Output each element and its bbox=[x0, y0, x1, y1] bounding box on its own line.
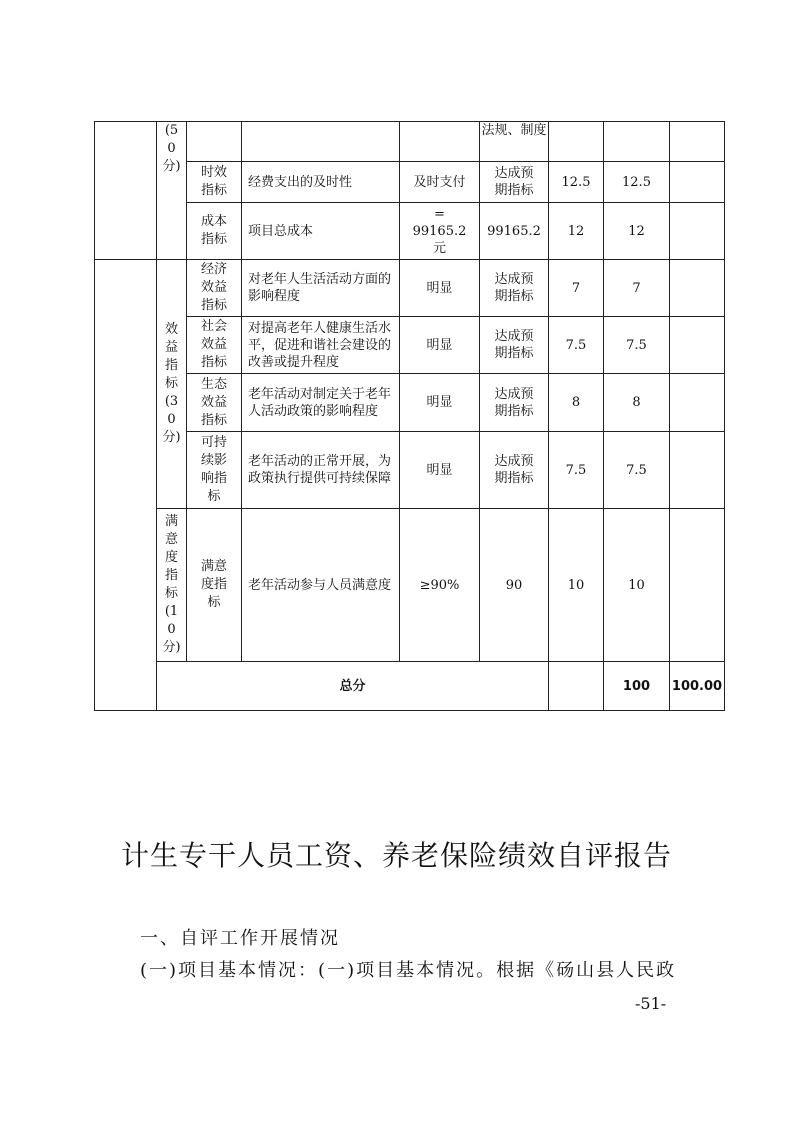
score-cell: 7.5 bbox=[604, 432, 670, 509]
level3-cell: 经费支出的及时性 bbox=[242, 162, 400, 203]
level3-cell: 项目总成本 bbox=[242, 203, 400, 260]
score-cell: 12 bbox=[604, 203, 670, 260]
level3-cell: 老年活动对制定关于老年人活动政策的影响程度 bbox=[242, 374, 400, 432]
level3-cell bbox=[242, 122, 400, 162]
total-label: 总分 bbox=[157, 662, 549, 711]
performance-table bbox=[94, 121, 725, 711]
weight-cell: 8 bbox=[549, 374, 604, 432]
level2-cell: 成本 指标 bbox=[187, 203, 242, 260]
level3-cell: 对提高老年人健康生活水平，促进和谐社会建设的改善或提升程度 bbox=[242, 317, 400, 374]
total-row bbox=[95, 662, 725, 711]
page-number: -51- bbox=[635, 994, 667, 1013]
weight-cell: 7.5 bbox=[549, 432, 604, 509]
score-cell: 10 bbox=[604, 509, 670, 662]
actual-cell: 达成预 期指标 bbox=[480, 432, 549, 509]
table-row bbox=[95, 509, 725, 662]
actual-cell bbox=[549, 662, 604, 711]
level2-cell: 生态 效益 指标 bbox=[187, 374, 242, 432]
level2-cell: 可持 续影 响指 标 bbox=[187, 432, 242, 509]
actual-cell: 达成预 期指标 bbox=[480, 317, 549, 374]
remark-cell bbox=[670, 432, 725, 509]
score-cell: 12.5 bbox=[604, 162, 670, 203]
weight-cell: 10 bbox=[549, 509, 604, 662]
body-paragraph: (一)项目基本情况：(一)项目基本情况。根据《砀山县人民政 bbox=[140, 960, 677, 981]
target-cell: = 99165.2 元 bbox=[400, 203, 480, 260]
target-cell: 明显 bbox=[400, 260, 480, 317]
report-title: 计生专干人员工资、养老保险绩效自评报告 bbox=[120, 839, 672, 872]
section-heading: 一、自评工作开展情况 bbox=[140, 928, 340, 949]
target-cell: 明显 bbox=[400, 432, 480, 509]
level1-benefit-cell: 效 益 指 标(3 0 分) bbox=[157, 260, 187, 509]
table-row bbox=[95, 374, 725, 432]
target-cell: 明显 bbox=[400, 374, 480, 432]
score-cell: 7.5 bbox=[604, 317, 670, 374]
remark-cell bbox=[670, 374, 725, 432]
level2-cell: 经济 效益 指标 bbox=[187, 260, 242, 317]
level1-cell bbox=[95, 260, 157, 711]
level3-cell: 对老年人生活活动方面的影响程度 bbox=[242, 260, 400, 317]
actual-cell: 90 bbox=[480, 509, 549, 662]
actual-cell: 99165.2 bbox=[480, 203, 549, 260]
table-row bbox=[95, 260, 725, 317]
remark-cell bbox=[670, 317, 725, 374]
table-row bbox=[95, 317, 725, 374]
remark-cell bbox=[670, 260, 725, 317]
score-cell bbox=[604, 122, 670, 162]
weight-cell bbox=[549, 122, 604, 162]
level3-cell: 老年活动的正常开展，为政策执行提供可持续保障 bbox=[242, 432, 400, 509]
table-row bbox=[95, 122, 725, 162]
target-cell: ≥90% bbox=[400, 509, 480, 662]
table-row bbox=[95, 162, 725, 203]
score-cell: 8 bbox=[604, 374, 670, 432]
target-cell: 及时支付 bbox=[400, 162, 480, 203]
total-weight: 100 bbox=[604, 662, 670, 711]
remark-cell bbox=[670, 122, 725, 162]
level2-cell: 社会 效益 指标 bbox=[187, 317, 242, 374]
level2-cell: 满意 度指 标 bbox=[187, 509, 242, 662]
total-score: 100.00 bbox=[670, 662, 725, 711]
level1-satisfaction-cell: 满 意 度 指 标(1 0 分) bbox=[157, 509, 187, 662]
level1-cell bbox=[95, 122, 157, 260]
actual-cell: 达成预 期指标 bbox=[480, 374, 549, 432]
level2-cell bbox=[187, 122, 242, 162]
actual-cell: 法规、制度 bbox=[480, 122, 549, 162]
table-row bbox=[95, 432, 725, 509]
weight-cell: 7.5 bbox=[549, 317, 604, 374]
level3-cell: 老年活动参与人员满意度 bbox=[242, 509, 400, 662]
level1-output-score-cell: (5 0 分) bbox=[157, 122, 187, 260]
target-cell: 明显 bbox=[400, 317, 480, 374]
remark-cell bbox=[670, 162, 725, 203]
weight-cell: 12 bbox=[549, 203, 604, 260]
weight-cell: 7 bbox=[549, 260, 604, 317]
score-cell: 7 bbox=[604, 260, 670, 317]
target-cell bbox=[400, 122, 480, 162]
actual-cell: 达成预 期指标 bbox=[480, 162, 549, 203]
actual-cell: 达成预 期指标 bbox=[480, 260, 549, 317]
level2-cell: 时效 指标 bbox=[187, 162, 242, 203]
remark-cell bbox=[670, 509, 725, 662]
remark-cell bbox=[670, 203, 725, 260]
weight-cell: 12.5 bbox=[549, 162, 604, 203]
table-row bbox=[95, 203, 725, 260]
